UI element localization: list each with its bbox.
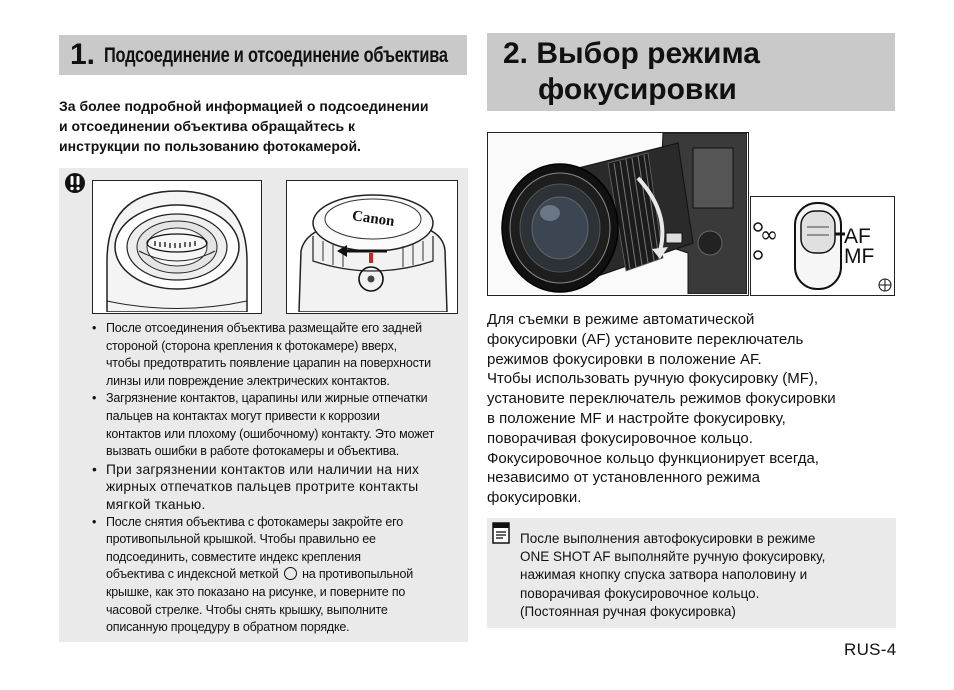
memo-line: нажимая кнопку спуска затвора наполовину и (520, 567, 808, 583)
caution-list (88, 320, 460, 637)
caution-icon (64, 172, 86, 199)
focus-mode-switch-detail (750, 196, 895, 296)
section2-body (487, 310, 907, 508)
section2-title: 2. Выбор режима (503, 37, 760, 70)
body-line: поворачивая фокусировочное кольцо. (487, 429, 753, 447)
memo-text (520, 530, 890, 621)
lens-rear-mount-illustration (92, 180, 262, 314)
intro-line: За более подробной информацией о подсоединении (59, 98, 429, 114)
intro-line: инструкции по пользованию фотокамерой. (59, 138, 361, 154)
list-item: • Загрязнение контактов, царапины или жирные отпечатки пальцев на контактах могут привести к коррозии контактов или плохому (ошибочному) контакту. Это может вызвать ошибки в работе фотокамеры и объектива. (88, 390, 460, 460)
page-number: RUS-4 (844, 640, 897, 659)
dust-cap-illustration (286, 180, 458, 314)
section1-intro (59, 96, 479, 156)
body-line: Чтобы использовать ручную фокусировку (MF), (487, 370, 819, 388)
index-mark-icon (284, 567, 297, 580)
cap-brand-text: Canon (351, 208, 396, 230)
body-line: Для съемки в режиме автоматической (487, 311, 755, 328)
section2-title-line2: фокусировки (538, 73, 737, 106)
af-label: AF (844, 225, 871, 248)
memo-line: ONE SHOT AF выполняйте ручную фокусировку, (520, 549, 826, 565)
body-line: Фокусировочное кольцо функционирует всегда, (487, 449, 819, 467)
list-item: • При загрязнении контактов или наличии на них жирных отпечатков пальцев протрите контакты мягкой тканью. (88, 461, 460, 514)
body-line: фокусировки. (487, 489, 582, 507)
lens-on-camera-illustration (487, 132, 749, 296)
intro-line: и отсоединении объектива обращайтесь к (59, 118, 356, 134)
memo-line: После выполнения автофокусировки в режиме (520, 531, 816, 546)
memo-line: поворачивая фокусировочное кольцо. (520, 585, 760, 601)
body-line: режимов фокусировки в положение AF. (487, 350, 762, 368)
section1-title: Подсоединение и отсоединение объектива (104, 44, 448, 67)
infinity-mark: ∞ (759, 223, 779, 248)
list-item: • После снятия объектива с фотокамеры закройте его противопыльной крышкой. Чтобы правильно ее подсоединить, совместите индекс крепления объектива с индексной меткой на противопыльной крышке, как это показано на рисунке, и поверните по часовой стрелке. Чтобы снять крышку, выполните описанную процедуру в обратном порядке. (88, 514, 460, 637)
body-line: фокусировки (AF) установите переключатель (487, 330, 804, 348)
list-item: • После отсоединения объектива размещайте его задней стороной (сторона крепления к фотокамере) вверх, чтобы предотвратить появление царапин на поверхности линзы или повреждение электрических контактов. (88, 320, 460, 390)
section1-number: 1. (70, 38, 96, 71)
body-line: установите переключатель режимов фокусировки (487, 390, 836, 408)
body-line: в положение MF и настройте фокусировку, (487, 409, 786, 427)
mf-label: MF (844, 245, 875, 268)
memo-icon (492, 522, 510, 549)
memo-line: (Постоянная ручная фокусировка) (520, 603, 736, 619)
body-line: независимо от установленного режима (487, 469, 760, 487)
